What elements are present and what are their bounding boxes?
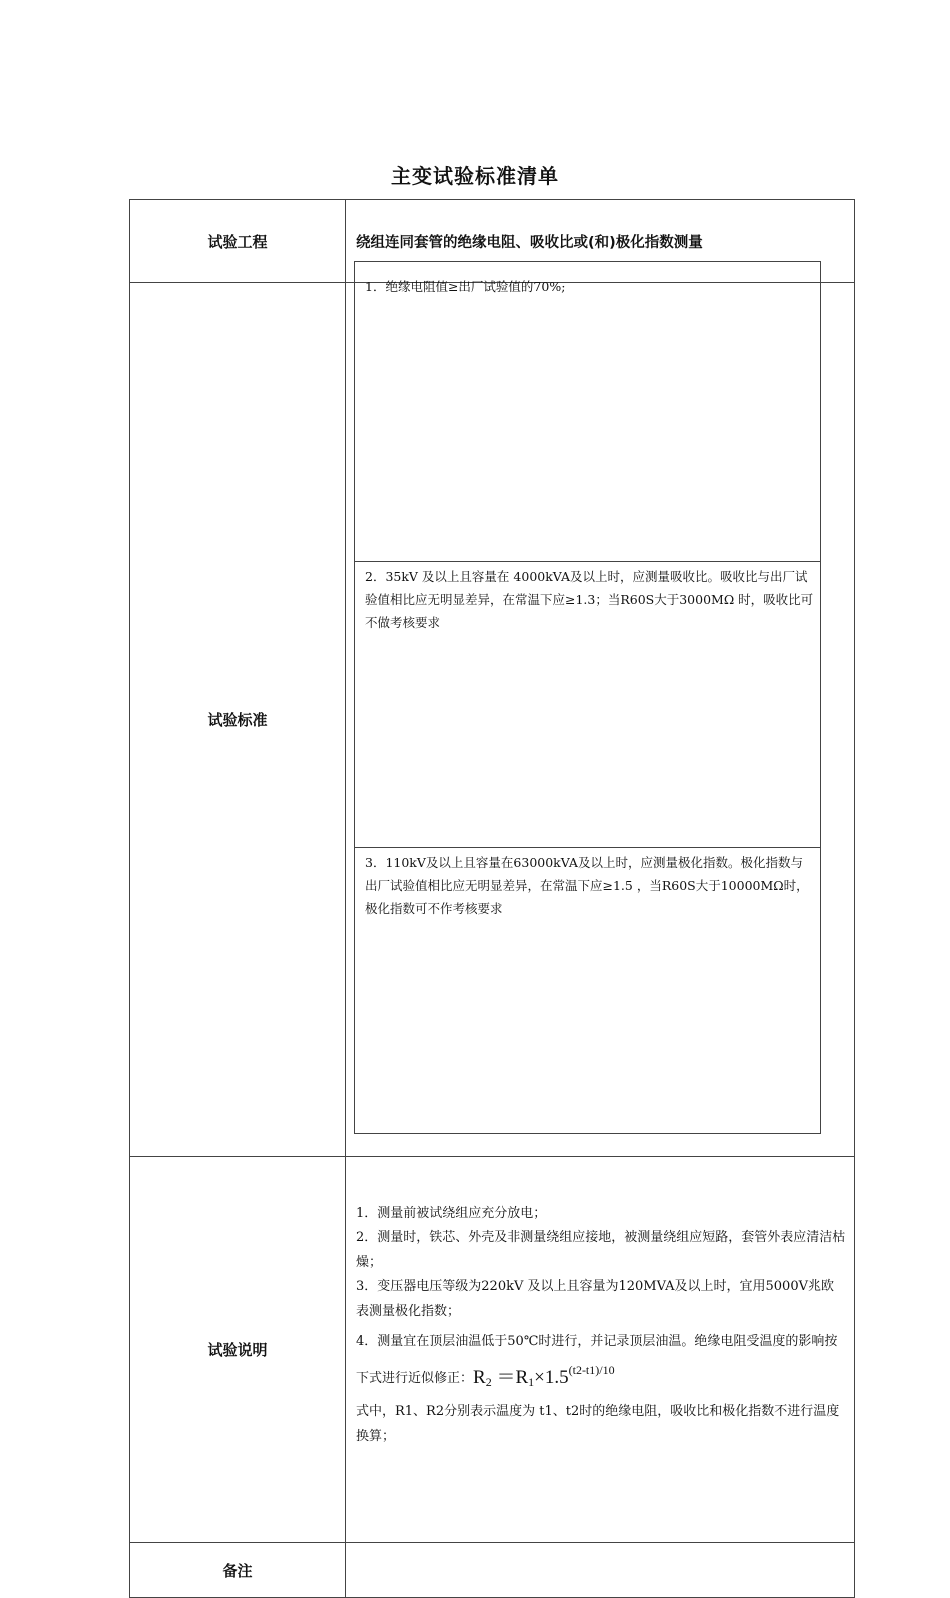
description-item-1: 1．测量前被试绕组应充分放电； (356, 1205, 547, 1221)
row-label-description: 试验说明 (130, 1157, 346, 1543)
row-content-standard (346, 279, 855, 1157)
table-row-note (130, 1543, 855, 1598)
description-item-4 (356, 1328, 846, 1396)
row-content-description (346, 1157, 855, 1543)
description-item-2: 2．测量时，铁芯、外壳及非测量绕组应接地，被测量绕组应短路，套管外表应清洁枯燥； (356, 1230, 846, 1270)
standard-item-3: 3．110kV及以上且容量在63000kVA及以上时，应测量极化指数。极化指数与出厂试验值相比应无明显差异，在常温下应≥1.5 ，当R60S大于10000MΩ时，极化指数可不作考核要求 (355, 848, 821, 1134)
table-row-description (130, 1157, 855, 1543)
standards-table (129, 199, 855, 1598)
row-label-standard: 试验标准 (130, 283, 346, 1157)
formula-equals-r1: ＝R (496, 1367, 529, 1389)
row-label-note: 备注 (130, 1543, 346, 1598)
formula-r2-sub: 2 (485, 1375, 492, 1390)
description-item-4-text: 4．测量宜在顶层油温低于50℃时进行，并记录顶层油温。绝缘电阻受温度的影响按下式进行近似修正： (356, 1334, 838, 1387)
description-after-formula: 式中，R1、R2分别表示温度为 t1、t2时的绝缘电阻，吸收比和极化指数不进行温度换算； (356, 1404, 840, 1444)
standard-items-table (354, 261, 821, 1134)
row-label-project: 试验工程 (130, 200, 346, 283)
formula-exponent: (t2-t1)/10 (568, 1363, 615, 1378)
row-content-note (346, 1543, 855, 1598)
table-row-standard (130, 283, 855, 1157)
page-title: 主变试验标准清单 (391, 164, 559, 188)
formula-r2: R (473, 1367, 486, 1389)
formula-r1-sub: 1 (528, 1375, 535, 1390)
standard-item-1: 1．绝缘电阻值≥出厂试验值的70%; (355, 262, 821, 562)
standard-item-2: 2．35kV 及以上且容量在 4000kVA及以上时，应测量吸收比。吸收比与出厂试验值相比应无明显差异，在常温下应≥1.3；当R60S大于3000MΩ 时，吸收比可不做考核要求 (355, 562, 821, 848)
temperature-correction-formula (473, 1363, 615, 1390)
project-value: 绕组连同套管的绝缘电阻、吸收比或(和)极化指数测量 (356, 234, 703, 251)
formula-times: ×1.5 (534, 1367, 569, 1389)
description-item-3: 3．变压器电压等级为220kV 及以上且容量为120MVA及以上时，宜用5000V兆欧表测量极化指数； (356, 1279, 834, 1319)
description-text (346, 1194, 854, 1450)
